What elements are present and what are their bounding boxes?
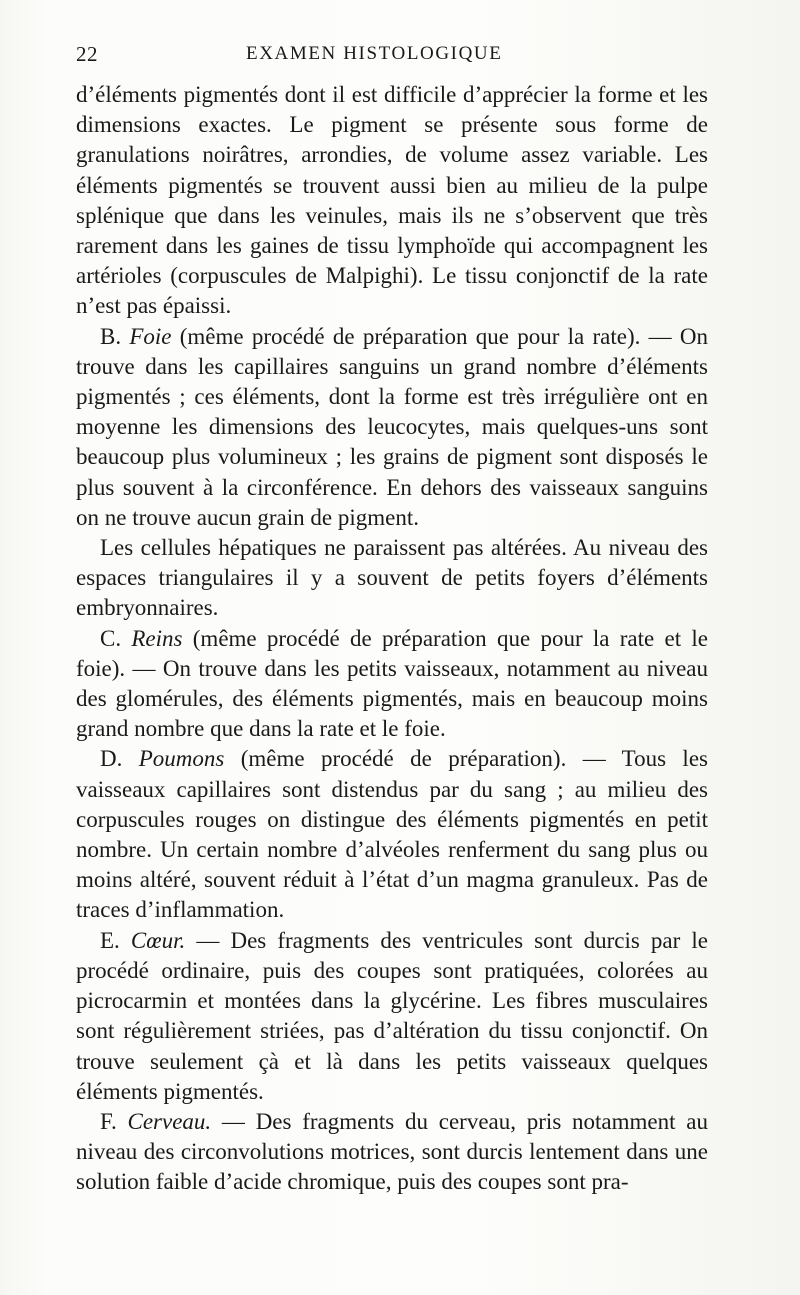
page-number: 22	[76, 42, 98, 66]
paragraph-poumons	[76, 744, 708, 925]
section-title-reins: Reins	[131, 625, 183, 651]
body-text	[76, 80, 708, 1198]
paragraph-cerveau	[76, 1107, 708, 1198]
paragraph-cellules-hepatiques	[76, 533, 708, 624]
paragraph-text: — Des fragments du cerveau, pris notamment au niveau des circonvolutions motrices, sont durcis lentement dans une solution faible d’acide chromique, puis des coupes sont pra-	[76, 1108, 709, 1195]
section-title-coeur: Cœur.	[130, 927, 186, 953]
section-letter: F.	[100, 1108, 128, 1134]
paragraph-text: (même procédé de préparation). — Tous les vaisseaux capillaires sont distendus par du sang ; au milieu des corpuscules rouges on distingue des éléments pigmentés en petit nombre. Un certain nombre d’alvéoles renferment du sang plus ou moins altéré, souvent réduit à l’état d’un magma granuleux. Pas de traces d’inflammation.	[76, 746, 708, 923]
page-header	[76, 42, 708, 72]
paragraph-text: d’éléments pigmentés dont il est difficile d’apprécier la forme et les dimensions exactes. Le pigment se présente sous forme de granulations noirâtres, arrondies, de volume assez variable. Les éléments pigmentés se trouvent aussi bien au milieu de la pulpe splénique que dans les veinules, mais ils ne s’observent que très rarement dans les gaines de tissu lymphoïde qui accompagnent les artérioles (corpuscules de Malpighi). Le tissu conjonctif de la rate n’est pas épaissi.	[76, 82, 708, 319]
section-letter: D.	[100, 746, 139, 772]
paragraph-text: (même procédé de préparation que pour la rate et le foie). — On trouve dans les petits vaisseaux, notamment au niveau des glomérules, des éléments pigmentés, mais en beaucoup moins grand nombre que dans la rate et le foie.	[76, 625, 708, 742]
running-title: EXAMEN HISTOLOGIQUE	[246, 43, 503, 64]
section-title-foie: Foie	[129, 323, 172, 349]
section-letter: C.	[100, 625, 132, 651]
paragraph-text: — Des fragments des ventricules sont durcis par le procédé ordinaire, puis des coupes sont pratiquées, colorées au picrocarmin et montées dans la glycérine. Les fibres musculaires sont régulièrement striées, pas d’altération du tissu conjonctif. On trouve seulement çà et là dans les petits vaisseaux quelques éléments pigmentés.	[76, 927, 708, 1104]
paragraph-text: (même procédé de préparation que pour la rate). — On trouve dans les capillaires sanguins un grand nombre d’éléments pigmentés ; ces éléments, dont la forme est très irrégulière ont en moyenne les dimensions des leucocytes, mais quelques-uns sont beaucoup plus volumineux ; les grains de pigment sont disposés le plus souvent à la circonférence. En dehors des vaisseaux sanguins on ne trouve aucun grain de pigment.	[76, 323, 708, 530]
section-title-cerveau: Cerveau.	[127, 1108, 212, 1134]
section-letter: B.	[100, 323, 130, 349]
section-letter: E.	[100, 927, 131, 953]
paragraph-rate-continued	[76, 80, 708, 322]
paragraph-coeur	[76, 926, 708, 1107]
section-title-poumons: Poumons	[138, 746, 225, 772]
paragraph-foie	[76, 322, 708, 533]
paragraph-reins	[76, 624, 708, 745]
paragraph-text: Les cellules hépatiques ne paraissent pas altérées. Au niveau des espaces triangulaires il y a souvent de petits foyers d’éléments embryonnaires.	[76, 535, 708, 621]
